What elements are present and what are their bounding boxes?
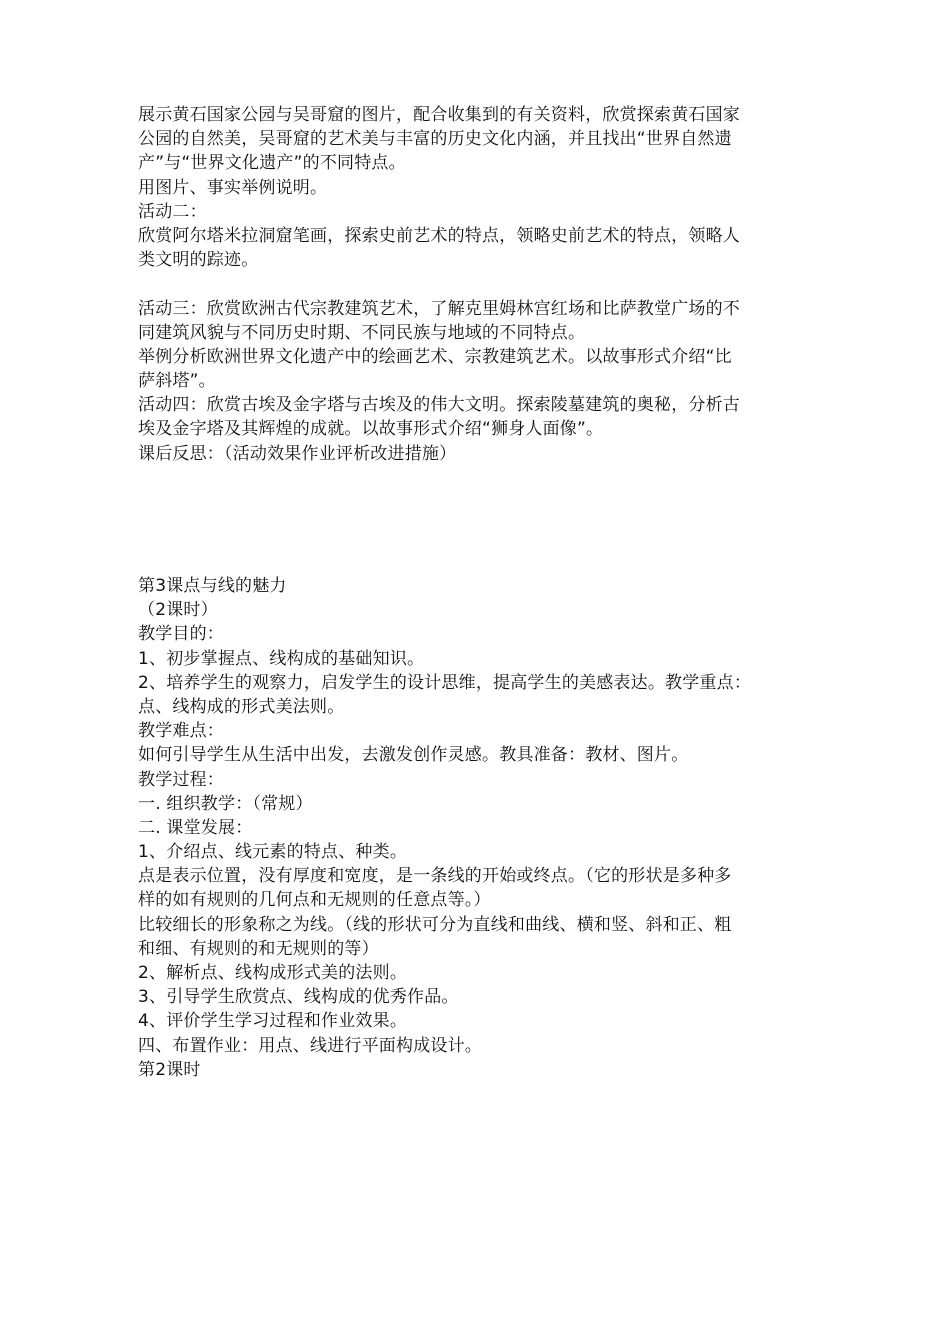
heading-objectives: 教学目的：	[138, 624, 224, 645]
text-line: 二. 课堂发展：	[138, 817, 253, 838]
heading-process: 教学过程：	[138, 769, 224, 790]
lesson-title: 第3课点与线的魅力	[138, 576, 287, 596]
text-line: 一. 组织教学：（常规）	[138, 793, 313, 814]
text-line: 展示黄石国家公园与吴哥窟的图片，配合收集到的有关资料，欣赏探索黄石国家	[138, 105, 740, 125]
text-line: 2、培养学生的观察力，启发学生的设计思维，提高学生的美感表达。教学重点：	[138, 672, 752, 693]
text-line: 4、评价学生学习过程和作业效果。	[138, 1011, 408, 1032]
text-line: 产”与“世界文化遗产”的不同特点。	[138, 153, 406, 174]
heading-difficulties: 教学难点：	[138, 721, 224, 742]
text-line: 同建筑风貌与不同历史时期、不同民族与地域的不同特点。	[138, 322, 586, 343]
lesson-2-heading: 第2课时	[138, 1059, 201, 1080]
text-line: 如何引导学生从生活中出发，去激发创作灵感。教具准备：教材、图片。	[138, 745, 689, 766]
lesson-hours: （2课时）	[138, 600, 218, 621]
text-line: 活动四：欣赏古埃及金字塔与古埃及的伟大文明。探索陵墓建筑的奥秘，分析古	[138, 395, 740, 416]
text-line: 3、引导学生欣赏点、线构成的优秀作品。	[138, 987, 459, 1008]
text-line: 和细、有规则的和无规则的等）	[138, 938, 379, 959]
text-line: 活动三：欣赏欧洲古代宗教建筑艺术，了解克里姆林宫红场和比萨教堂广场的不	[138, 298, 740, 319]
text-line: 萨斜塔”。	[138, 371, 216, 392]
text-line: 举例分析欧洲世界文化遗产中的绘画艺术、宗教建筑艺术。以故事形式介绍“比	[138, 346, 732, 367]
text-line: 点、线构成的形式美法则。	[138, 696, 345, 717]
text-line: 欣赏阿尔塔米拉洞窟笔画，探索史前艺术的特点，领略史前艺术的特点，领略人	[138, 225, 740, 246]
activity-heading: 活动二：	[138, 201, 207, 222]
text-line: 用图片、事实举例说明。	[138, 177, 328, 198]
text-line: 样的如有规则的几何点和无规则的任意点等。）	[138, 890, 491, 911]
text-line: 1、初步掌握点、线构成的基础知识。	[138, 648, 425, 669]
section-activities	[138, 103, 818, 466]
reflection-line: 课后反思：（活动效果作业评析改进措施）	[138, 443, 457, 464]
blank-line	[138, 272, 818, 296]
text-line: 公园的自然美，吴哥窟的艺术美与丰富的历史文化内涵，并且找出“世界自然遗	[138, 129, 732, 150]
text-line: 埃及金字塔及其辉煌的成就。以故事形式介绍“狮身人面像”。	[138, 419, 604, 440]
text-line: 2、解析点、线构成形式美的法则。	[138, 963, 408, 983]
text-line: 比较细长的形象称之为线。（线的形状可分为直线和曲线、横和竖、斜和正、粗	[138, 914, 732, 935]
text-line: 1、介绍点、线元素的特点、种类。	[138, 842, 408, 863]
text-line: 点是表示位置，没有厚度和宽度，是一条线的开始或终点。（它的形状是多种多	[138, 866, 732, 887]
text-line: 类文明的踪迹。	[138, 250, 259, 271]
section-lesson-3	[138, 574, 818, 1082]
text-line: 四、布置作业：用点、线进行平面构成设计。	[138, 1035, 482, 1056]
